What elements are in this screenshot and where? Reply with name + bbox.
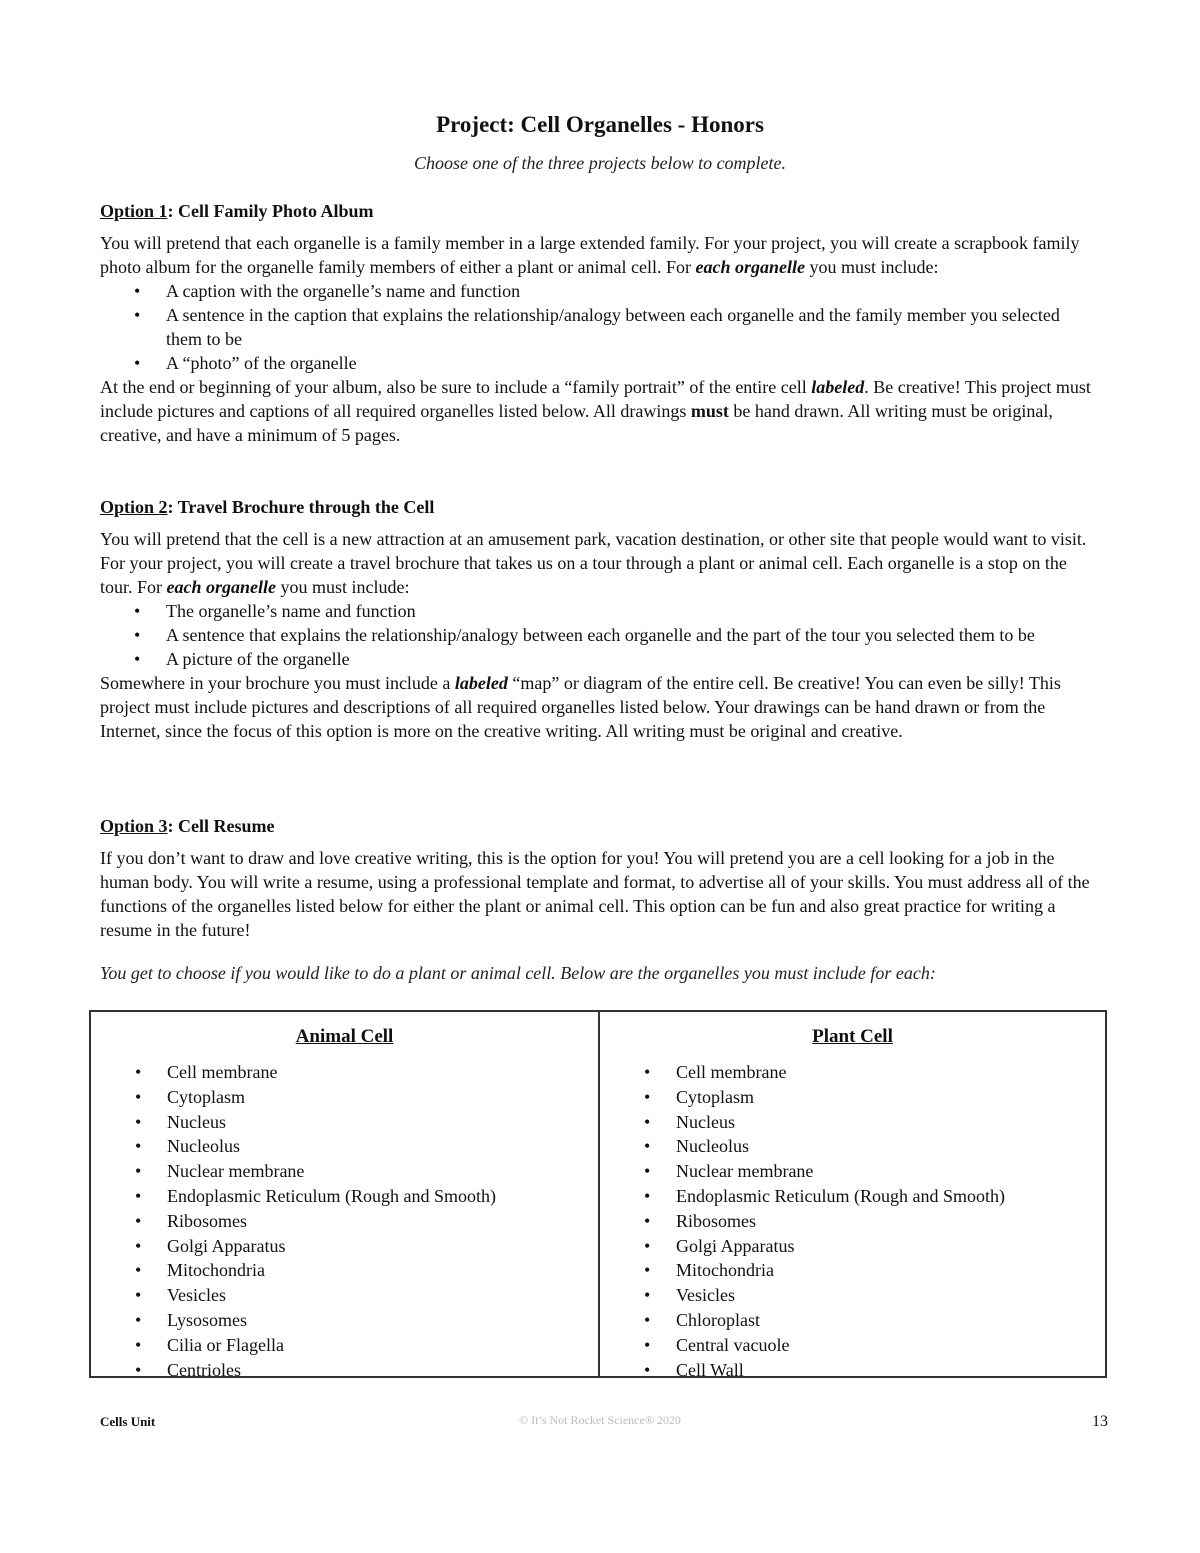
option-1-intro <box>100 231 1100 279</box>
option-3-label: Option 3 <box>100 816 168 836</box>
list-item: • Nuclear membrane <box>167 1159 598 1184</box>
option-3-body: If you don’t want to draw and love creative writing, this is the option for you! You will pretend you are a cell looking for a job in the human body. You will write a resume, using a professional template and format, to advertise all of your skills. You must address all of the functions of the organelles listed below for either the plant or animal cell. This option can be fun and also great practice for writing a resume in the future! <box>100 848 1090 940</box>
option-2-label: Option 2 <box>100 497 168 517</box>
option-1-closing-emphasis: labeled <box>811 377 865 397</box>
list-item: • A “photo” of the organelle <box>166 351 1100 375</box>
list-item: • A caption with the organelle’s name and function <box>166 279 1100 303</box>
list-item: • Cytoplasm <box>676 1085 1105 1110</box>
list-item: • Vesicles <box>676 1283 1105 1308</box>
animal-cell-list <box>91 1060 598 1382</box>
list-item: • Mitochondria <box>676 1258 1105 1283</box>
list-item: • Nucleolus <box>676 1134 1105 1159</box>
option-1-intro-emphasis: each organelle <box>695 257 805 277</box>
list-item: • Nucleus <box>167 1110 598 1135</box>
list-item: • Cell membrane <box>676 1060 1105 1085</box>
list-item: • Cell membrane <box>167 1060 598 1085</box>
option-2-intro <box>100 527 1100 599</box>
option-2-intro-text: You will pretend that the cell is a new attraction at an amusement park, vacation destination, or other site that people would want to visit. For your project, you will create a travel brochure that takes us on a tour through a plant or animal cell. Each organelle is a stop on the tour. For <box>100 529 1087 597</box>
list-item: • A picture of the organelle <box>166 647 1100 671</box>
animal-cell-heading: Animal Cell <box>295 1026 394 1047</box>
plant-cell-list <box>600 1060 1105 1382</box>
page-subtitle: Choose one of the three projects below to complete. <box>413 153 787 173</box>
list-item: • Golgi Apparatus <box>167 1234 598 1259</box>
page-number: 13 <box>1092 1413 1108 1430</box>
list-item: • The organelle’s name and function <box>166 599 1100 623</box>
list-item: • Lysosomes <box>167 1308 598 1333</box>
list-item: • Ribosomes <box>167 1209 598 1234</box>
option-1-title: Cell Family Photo Album <box>178 201 374 221</box>
option-2-title: Travel Brochure through the Cell <box>177 497 435 517</box>
option-1-closing-text: At the end or beginning of your album, also be sure to include a “family portrait” of the entire cell <box>100 377 812 397</box>
list-item: • Cell Wall <box>676 1358 1105 1383</box>
option-1-closing-middle: . Be creative! This project must include pictures and captions of all required organelles listed below. All drawings <box>100 377 1091 421</box>
option-1-closing-end: be hand drawn. All writing must be original, creative, and have a minimum of 5 pages. <box>100 401 1053 445</box>
organelle-table <box>89 1010 1107 1378</box>
option-2-closing-end: “map” or diagram of the entire cell. Be creative! You can even be silly! This project must include pictures and descriptions of all required organelles listed below. Your drawings can be hand drawn or from the Internet, since the focus of this option is more on the creative writing. All writing must be original and creative. <box>100 673 1061 741</box>
list-item: • A sentence that explains the relationship/analogy between each organelle and the part of the tour you selected them to be <box>166 623 1100 647</box>
option-2-section <box>100 495 1100 743</box>
page-title: Project: Cell Organelles - Honors <box>436 112 764 137</box>
list-item: • Cilia or Flagella <box>167 1333 598 1358</box>
list-item: • Endoplasmic Reticulum (Rough and Smooth) <box>167 1184 598 1209</box>
option-1-intro-text: You will pretend that each organelle is a family member in a large extended family. For your project, you will create a scrapbook family photo album for the organelle family members of either a plant or animal cell. For <box>100 233 1080 277</box>
option-1-closing-must: must <box>690 401 729 421</box>
list-item: • Chloroplast <box>676 1308 1105 1333</box>
list-item: • A sentence in the caption that explains the relationship/analogy between each organelle and the family member you selected them to be <box>166 303 1100 351</box>
list-item: • Central vacuole <box>676 1333 1105 1358</box>
footer-unit-label: Cells Unit <box>100 1414 156 1429</box>
footer-copyright: © It’s Not Rocket Science® 2020 <box>519 1413 681 1427</box>
option-3-section <box>100 814 1100 942</box>
list-item: • Endoplasmic Reticulum (Rough and Smooth) <box>676 1184 1105 1209</box>
list-item: • Nuclear membrane <box>676 1159 1105 1184</box>
option-2-closing <box>100 671 1100 743</box>
option-1-requirements <box>100 279 1100 375</box>
option-3-title: Cell Resume <box>178 816 275 836</box>
list-item: • Nucleolus <box>167 1134 598 1159</box>
list-item: • Golgi Apparatus <box>676 1234 1105 1259</box>
list-item: • Nucleus <box>676 1110 1105 1135</box>
list-item: • Cytoplasm <box>167 1085 598 1110</box>
option-1-intro-end: you must include: <box>805 257 939 277</box>
option-2-requirements <box>100 599 1100 671</box>
list-item: • Ribosomes <box>676 1209 1105 1234</box>
plant-cell-heading: Plant Cell <box>812 1026 893 1047</box>
option-2-intro-emphasis: each organelle <box>166 577 277 597</box>
list-item: • Mitochondria <box>167 1258 598 1283</box>
animal-cell-column <box>91 1012 598 1380</box>
list-item: • Vesicles <box>167 1283 598 1308</box>
option-1-section <box>100 199 1100 447</box>
plant-cell-column <box>598 1012 1105 1380</box>
option-2-closing-text: Somewhere in your brochure you must include a <box>100 673 455 693</box>
option-2-intro-end: you must include: <box>276 577 410 597</box>
option-1-label: Option 1 <box>100 201 168 221</box>
option-2-closing-emphasis: labeled <box>454 673 508 693</box>
option-2-heading: Option 2: Travel Brochure through the Cell <box>100 497 435 517</box>
instruction-text: You get to choose if you would like to do a plant or animal cell. Below are the organelles you must include for each: <box>100 963 936 983</box>
option-1-closing <box>100 375 1100 447</box>
list-item: • Centrioles <box>167 1358 598 1383</box>
option-3-heading: Option 3: Cell Resume <box>100 816 275 836</box>
option-1-heading: Option 1: Cell Family Photo Album <box>100 201 374 221</box>
